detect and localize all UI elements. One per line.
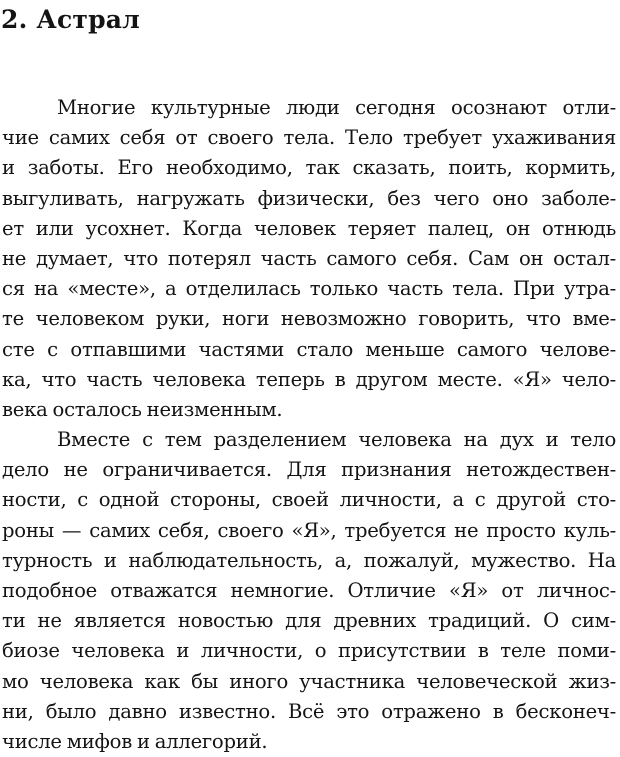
text-line: дело не ограничивается. Для признания нетождествен- (2, 458, 616, 482)
text-line: ти не является новостью для древних традиций. О сим- (2, 609, 616, 633)
text-line: выгуливать, нагружать физически, без чего оно заболе- (2, 186, 616, 210)
text-line: те человеком руки, ноги невозможно говорить, что вме- (2, 307, 616, 331)
text-line: числе мифов и аллегорий. (2, 729, 268, 753)
text-line: ка, что часть человека теперь в другом месте. «Я» чело- (2, 367, 616, 391)
text-line: Многие культурные люди сегодня осознают отли- (57, 96, 616, 119)
text-line: века осталось неизменным. (2, 397, 283, 421)
chapter-title: 2. Астрал (1, 5, 140, 34)
text-line: ет или усохнет. Когда человек теряет палец, он отнюдь (2, 216, 616, 240)
text-line: и заботы. Его необходимо, так сказать, поить, кормить, (2, 156, 616, 180)
text-line: биозе человека и личности, о присутствии в теле поми- (2, 639, 616, 663)
text-line: турность и наблюдательность, а, пожалуй, мужество. На (2, 548, 616, 572)
text-line: не думает, что потерял часть самого себя. Сам он остал- (2, 246, 616, 270)
text-line: подобное отважатся немногие. Отличие «Я» от личнос- (2, 579, 616, 602)
text-line: Вместе с тем разделением человека на дух и тело (57, 428, 616, 452)
text-line: роны — самих себя, своего «Я», требуется не просто куль- (2, 518, 616, 542)
text-line: ности, с одной стороны, своей личности, а с другой сто- (2, 488, 616, 512)
body-text (2, 93, 616, 757)
text-line: мо человека как бы иного участника человеческой жиз- (2, 669, 616, 693)
text-line: чие самих себя от своего тела. Тело требует ухаживания (2, 126, 616, 150)
paragraph-2 (2, 425, 616, 757)
text-line: ся на «месте», а отделилась только часть тела. При утра- (2, 277, 616, 301)
paragraph-1 (2, 93, 616, 425)
text-line: сте с отпавшими частями стало меньше самого челове- (2, 337, 616, 361)
text-line: ни, было давно известно. Всё это отражено в бесконеч- (2, 699, 616, 723)
